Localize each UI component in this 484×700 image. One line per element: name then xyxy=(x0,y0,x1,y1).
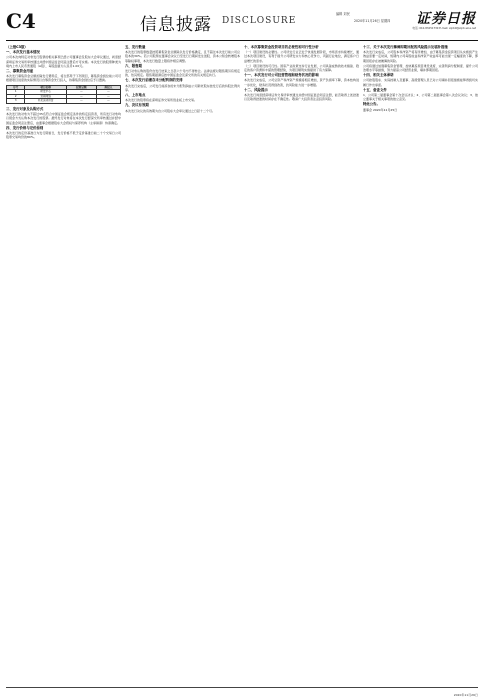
section-heading: 十一、本次发行对公司经营管理和财务状况的影响 xyxy=(244,73,319,78)
page-number: C4 xyxy=(6,9,36,33)
body-paragraph: 公司将通过加强募集资金管理、加快募投项目建设进度、完善利润分配制度、提升公司治理水平等措施，努力提高公司经营业绩，填补即期回报。 xyxy=(363,63,478,73)
section-heading: 六、限售期 xyxy=(125,63,142,68)
section-title-en: DISCLOSURE xyxy=(222,16,297,26)
table-row xyxy=(7,99,121,104)
body-paragraph: 本次发行完成后，公司股本和净资产将有所增加，由于募集资金投资项目从实施到产生效益需要一定时间，短期内公司每股收益和净资产收益率可能出现一定幅度的下降，即期回报存在被摊薄的风险。 xyxy=(363,50,478,63)
body-paragraph: 发行对象认购的股份自发行结束之日起六个月内不得转让。法律法规对限售期另有规定的，依其规定。限售期届满后按中国证监会及深交所的有关规定执行。 xyxy=(125,69,240,78)
table-header-cell: 序号 xyxy=(7,85,25,90)
article-columns xyxy=(6,45,478,684)
table-cell: — xyxy=(96,99,120,104)
section-heading: 三、发行对象及认购方式 xyxy=(6,107,44,111)
section-heading: 七、本次发行前滚存未分配利润的安排 xyxy=(125,78,183,83)
footer-rule xyxy=(6,687,478,688)
section-heading: 九、决议有效期 xyxy=(125,103,149,108)
table-cell: 2 xyxy=(7,94,25,99)
table-cell: — xyxy=(96,90,120,95)
section-heading: 十、本次募集资金投资项目的必要性和可行性分析 xyxy=(244,45,319,49)
text-column-1 xyxy=(6,45,121,684)
section-heading: 十三、关于本次发行摊薄即期回报的风险提示及填补措施 xyxy=(363,45,448,49)
body-paragraph: 公司控股股东、实际控制人及董事、高级管理人员已对公司填补回报措施能够得到切实履行作出承诺。 xyxy=(363,78,478,87)
table-header-cell: 投资总额 xyxy=(66,85,96,90)
project-table xyxy=(6,85,121,104)
text-column-4 xyxy=(363,45,478,684)
header-rule xyxy=(6,40,478,41)
body-paragraph: （一）项目建设的必要性。公司所处行业正处于快速发展阶段，市场需求持续增长，通过本次项目建设，有利于提升公司研发实力和核心竞争力，巩固行业地位，满足客户日益增长的需求。 xyxy=(244,50,359,63)
body-paragraph: 本次发行完成后，公司发行前滚存的未分配利润由公司新老股东按发行后的持股比例共享。 xyxy=(125,83,240,92)
table-cell: 研发中心 xyxy=(25,90,67,95)
section-heading: 十二、风险提示 xyxy=(244,87,268,92)
table-cell: — xyxy=(66,94,96,99)
section-heading: 二、募集资金用途 xyxy=(6,69,34,74)
masthead xyxy=(6,8,478,38)
footer-date: 2020年11月26日 xyxy=(453,693,478,697)
section-heading: 特此公告。 xyxy=(363,102,380,107)
table-cell: 补充流动资金 xyxy=(25,99,67,104)
text-column-2 xyxy=(125,45,240,684)
table-header-cell: 拟投入 xyxy=(96,85,120,90)
table-header-cell: 项目名称 xyxy=(25,85,67,90)
section-heading: 八、上市地点 xyxy=(125,93,146,98)
section-heading: （上接C3版） xyxy=(6,45,28,49)
section-heading: 五、发行数量 xyxy=(125,45,146,49)
body-paragraph: 1、公司第二届董事会第十次会议决议；2、公司第二届监事会第八次会议决议；3、独立董事关于相关事项的独立意见。 xyxy=(363,93,478,102)
table-cell: — xyxy=(66,99,96,104)
body-paragraph: 本次发行的股票将在深圳证券交易所创业板上市交易。 xyxy=(125,98,198,103)
editor-credit: 编辑 刘民 xyxy=(336,12,350,16)
section-heading: 十四、相关主体承诺 xyxy=(363,73,394,78)
table-cell: — xyxy=(96,94,120,99)
table-cell: 3 xyxy=(7,99,25,104)
table-cell: — xyxy=(66,90,96,95)
body-paragraph: （二）项目建设的可行性。国家产业政策支持行业发展，公司具备成熟的技术储备、稳定的客户资源和丰富的管理经验，为项目顺利实施提供了有力保障。 xyxy=(244,63,359,73)
table-cell: 1 xyxy=(7,90,25,95)
body-paragraph: 本次发行完成后，公司总资产和净资产规模将相应增加，资产负债率下降，资本结构进一步优化，财务状况得到改善，抗风险能力进一步增强。 xyxy=(244,78,359,87)
newspaper-logo: 证券日报 xyxy=(416,11,476,27)
body-paragraph: 公司本次向特定对象发行股票的相关事项已经公司董事会及股东大会审议通过，尚需经深圳证券交易所审核通过并经中国证监会同意注册后方可实施。本次发行的股票种类为境内上市人民币普通股（A股），每股面值为人民币1.00元。 xyxy=(6,55,121,68)
body-paragraph: 董事会 2020年11月25日 xyxy=(363,107,398,112)
issue-date: 2020年11月26日 星期四 xyxy=(354,19,391,23)
section-title-cn: 信息披露 xyxy=(140,15,212,35)
contact-line: 电话: 010-83251730 E-mail: zqrb9@zqrb.sina.net xyxy=(412,27,476,30)
section-heading: 四、发行价格与定价原则 xyxy=(6,125,44,130)
section-heading: 十五、备查文件 xyxy=(363,87,387,92)
table-cell: 营销网络 xyxy=(25,94,67,99)
body-paragraph: 本次发行的股票数量按照募集资金总额除以发行价格确定，且不超过本次发行前公司总股本的30%。若公司股票在董事会决议日至发行日期间发生送股、资本公积金转增股本等除权事项，本次发行数量上限将作相应调整。 xyxy=(125,50,240,63)
text-column-3 xyxy=(244,45,359,684)
body-paragraph: 本次发行尚需经深圳证券交易所审核通过并经中国证监会同意注册，能否取得上述批准以及取得批准的时间存在不确定性。敬请广大投资者注意投资风险。 xyxy=(244,93,359,102)
section-heading: 一、本次发行基本情况 xyxy=(6,50,40,55)
body-paragraph: 本次发行募集资金总额扣除发行费用后，将全部用于下列项目，募集资金到位前公司可根据项目进度的实际情况以自筹资金先行投入，待募集资金到位后予以置换。 xyxy=(6,74,121,83)
body-paragraph: 本次发行决议的有效期为自公司股东大会审议通过之日起十二个月。 xyxy=(125,108,216,113)
body-paragraph: 本次发行的对象为不超过35名符合中国证监会规定条件的特定投资者，所有发行对象均以现金方式认购本次发行的股票。最终发行对象将在本次发行经深交所审核通过并经中国证监会同意注册后，由董事会根据股东大会授权与保荐机构（主承销商）协商确定。 xyxy=(6,112,121,125)
body-paragraph: 本次发行的定价基准日为发行期首日，发行价格不低于定价基准日前二十个交易日公司股票交易均价的80%。 xyxy=(6,131,121,140)
